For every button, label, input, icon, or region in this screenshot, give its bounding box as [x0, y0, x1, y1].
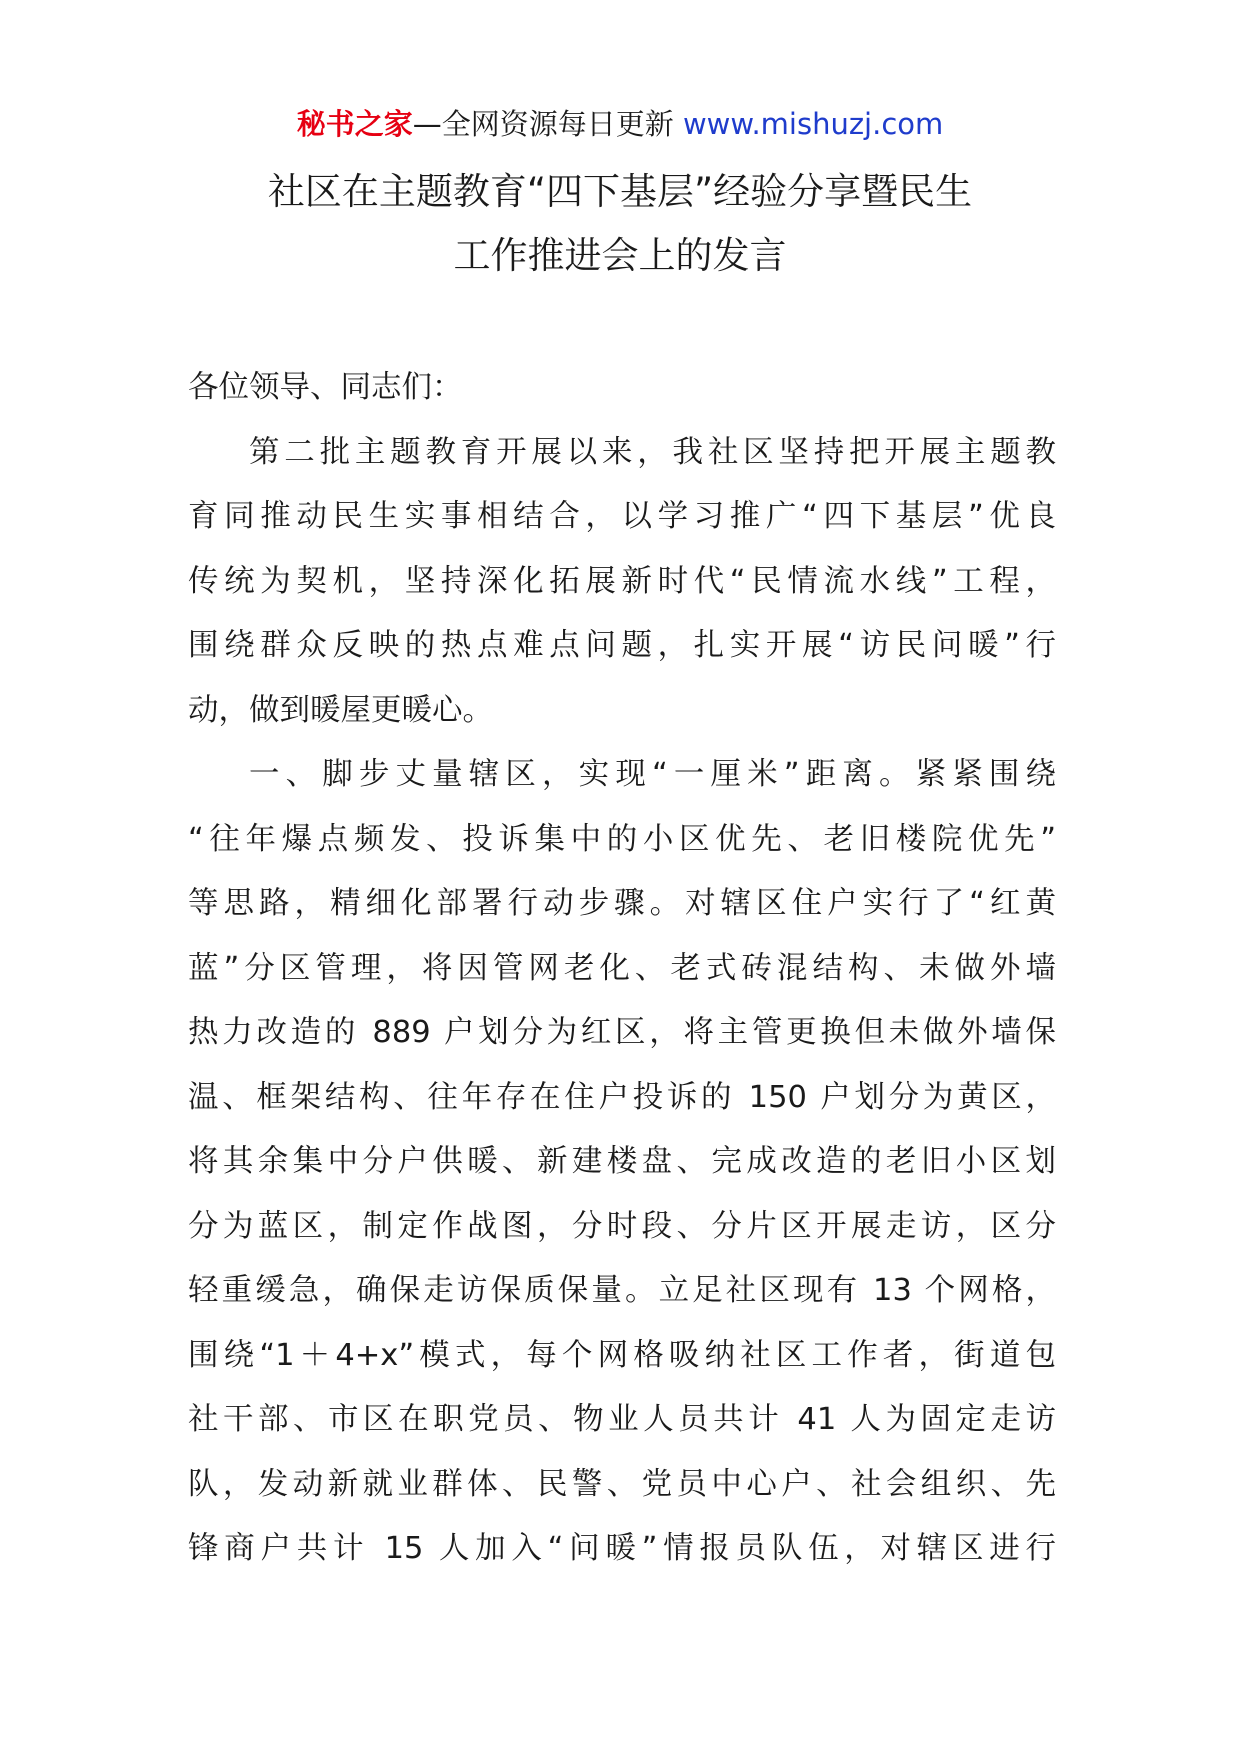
paragraph-line: 第二批主题教育开展以来，我社区坚持把开展主题教	[249, 434, 1056, 470]
paragraph-line: 传统为契机，坚持深化拓展新时代“民情流水线”工程，	[188, 563, 1056, 599]
header-slogan: —全网资源每日更新	[412, 107, 674, 141]
paragraph-line: “往年爆点频发、投诉集中的小区优先、老旧楼院优先”	[188, 821, 1056, 857]
site-url-link[interactable]: www.mishuzj.com	[682, 107, 944, 141]
document-body	[188, 356, 1056, 1582]
paragraph-line: 围绕“1＋4+x”模式，每个网格吸纳社区工作者，街道包	[188, 1337, 1056, 1373]
paragraph-line: 热力改造的 889 户划分为红区，将主管更换但未做外墙保	[188, 1015, 1056, 1050]
brand-name: 秘书之家	[296, 107, 413, 141]
paragraph-line: 社干部、市区在职党员、物业人员共计 41 人为固定走访	[188, 1402, 1056, 1437]
document-title	[150, 160, 1090, 288]
paragraph-line: 等思路，精细化部署行动步骤。对辖区住户实行了“红黄	[188, 886, 1056, 921]
paragraph-line: 围绕群众反映的热点难点问题，扎实开展“访民问暖”行	[188, 628, 1056, 663]
salutation: 各位领导、同志们：	[188, 370, 463, 405]
paragraph-line: 轻重缓急，确保走访保质保量。立足社区现有 13 个网格，	[188, 1273, 1056, 1308]
paragraph-intro	[188, 421, 1056, 744]
document-title-line-2: 工作推进会上的发言	[453, 234, 787, 277]
paragraph-line: 动，做到暖屋更暖心。	[188, 692, 493, 728]
paragraph-line: 育同推动民生实事相结合，以学习推广“四下基层”优良	[188, 499, 1056, 534]
paragraph-line: 锋商户共计 15 人加入“问暖”情报员队伍，对辖区进行	[188, 1531, 1056, 1566]
paragraph-line: 蓝”分区管理，将因管网老化、老式砖混结构、未做外墙	[188, 950, 1056, 986]
paragraph-line: 队，发动新就业群体、民警、党员中心户、社会组织、先	[188, 1466, 1056, 1502]
paragraph-line: 一、脚步丈量辖区，实现“一厘米”距离。紧紧围绕	[249, 757, 1056, 792]
site-header	[0, 100, 1240, 148]
paragraph-line: 分为蓝区，制定作战图，分时段、分片区开展走访，区分	[188, 1208, 1056, 1244]
paragraph-line: 温、框架结构、往年存在住户投诉的 150 户划分为黄区，	[188, 1079, 1056, 1115]
paragraph-section-1	[188, 743, 1056, 1582]
document-title-line-1: 社区在主题教育“四下基层”经验分享暨民生	[267, 170, 973, 213]
paragraph-line: 将其余集中分户供暖、新建楼盘、完成改造的老旧小区划	[188, 1144, 1056, 1179]
